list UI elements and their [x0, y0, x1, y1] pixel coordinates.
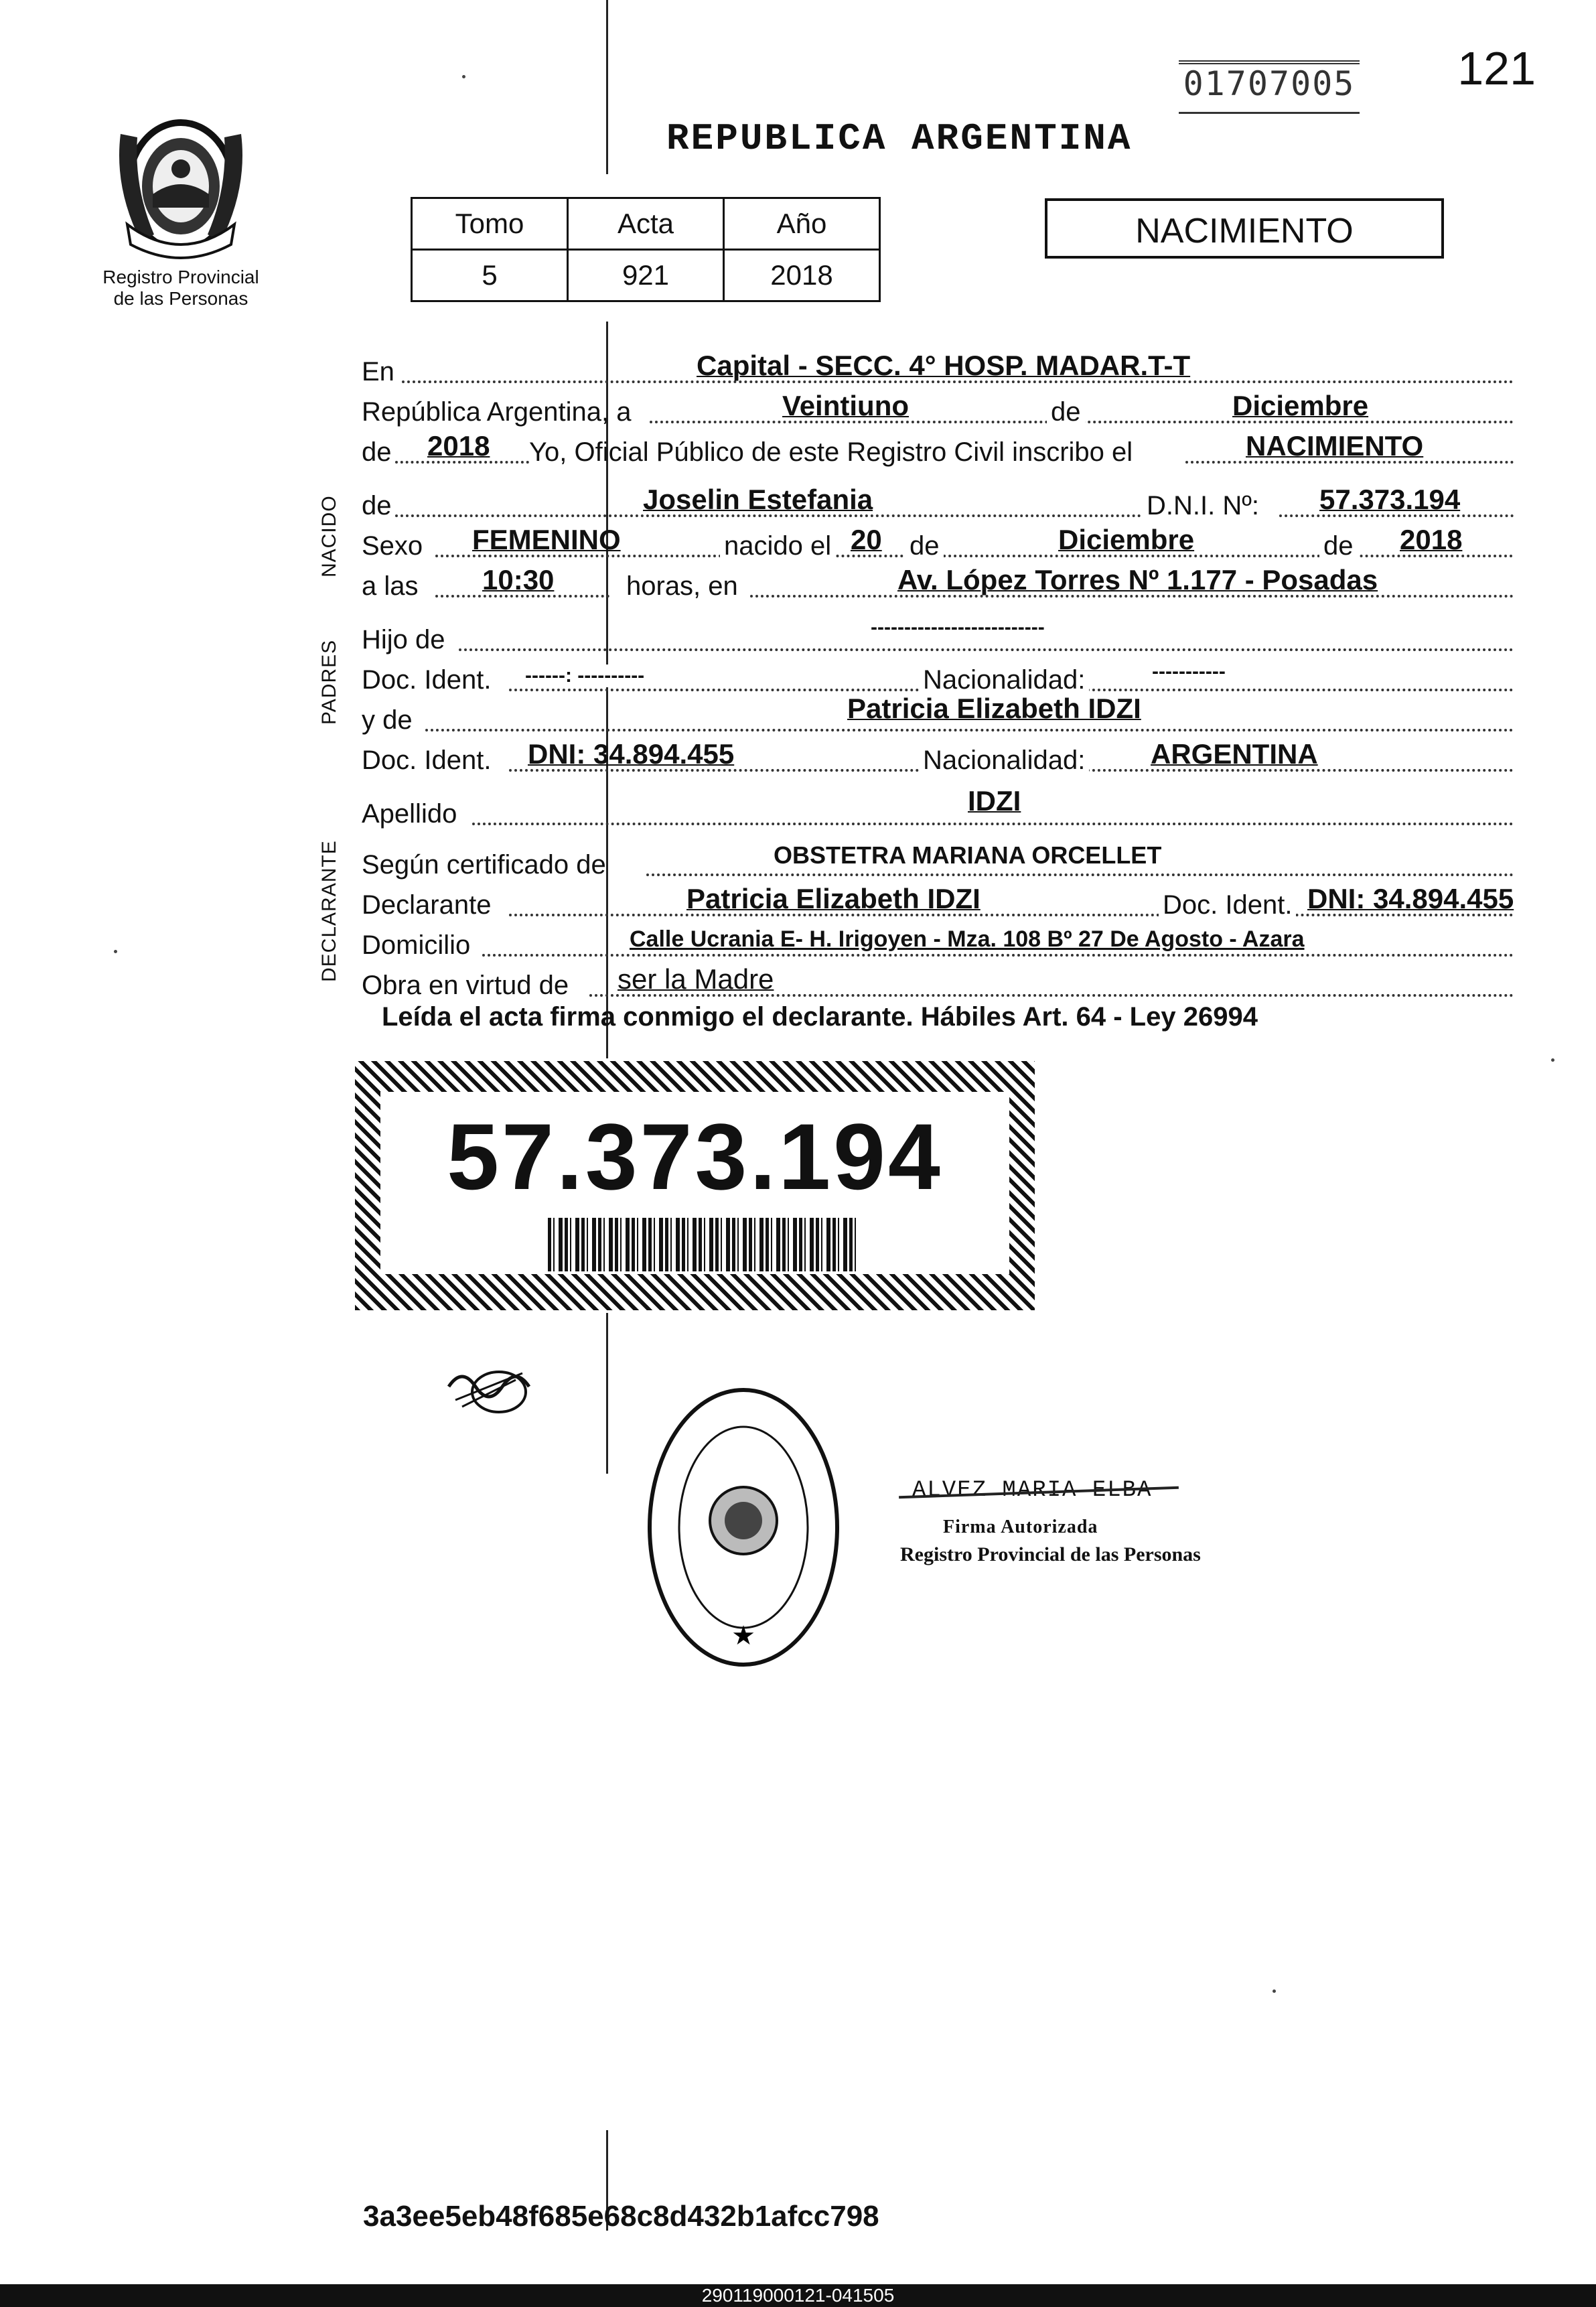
row-nombre: [362, 482, 1514, 522]
row-madre: [362, 693, 1514, 737]
label-doc2: Doc. Ident.: [362, 746, 492, 775]
label-sexo: Sexo: [362, 531, 423, 561]
logo-caption-line2: de las Personas: [113, 288, 248, 309]
header-acta: Acta: [568, 198, 724, 250]
label-yde: y de: [362, 705, 413, 735]
dotted-line: [646, 873, 1514, 876]
label-doc1: Doc. Ident.: [362, 665, 492, 695]
side-label-padres: PADRES: [318, 639, 340, 725]
label-apellido: Apellido: [362, 799, 457, 829]
row-hijo: [362, 616, 1514, 656]
dni-inner: [380, 1092, 1009, 1274]
label-alas: a las: [362, 571, 419, 601]
value-lugar: Av. López Torres Nº 1.177 - Posadas: [897, 564, 1378, 596]
side-label-nacido: NACIDO: [318, 495, 340, 577]
label-republica: República Argentina, a: [362, 397, 632, 427]
value-hijo: --------------------------: [871, 616, 1045, 638]
value-dia: Veintiuno: [782, 390, 909, 421]
label-dni: D.N.I. Nº:: [1143, 491, 1263, 521]
value-doc2: DNI: 34.894.455: [528, 738, 735, 770]
logo-caption: [67, 267, 295, 309]
value-apellido: IDZI: [968, 785, 1021, 817]
fold-line: [606, 1313, 608, 1474]
firma-autorizada: Firma Autorizada: [943, 1517, 1098, 1537]
label-de4: de: [905, 531, 944, 561]
dni-number: 57.373.194: [447, 1104, 943, 1209]
row-declarante: [362, 882, 1514, 922]
value-doc1: ------: ----------: [525, 665, 645, 687]
speck: [114, 950, 117, 953]
registry-table-header: [412, 198, 880, 250]
value-madre: Patricia Elizabeth IDZI: [847, 693, 1141, 724]
dotted-line: [459, 648, 1514, 651]
value-nac-mes: Diciembre: [1058, 524, 1195, 555]
dni-security-block: [355, 1061, 1035, 1310]
registry-table: [411, 197, 881, 302]
row-domicilio: [362, 922, 1514, 962]
value-nac-anio: 2018: [1400, 524, 1463, 555]
initials-signature: [442, 1360, 536, 1420]
dotted-line: [482, 954, 1514, 957]
label-nac1: Nacionalidad:: [919, 665, 1089, 695]
value-anio: 2018: [724, 250, 880, 301]
label-cert: Según certificado de: [362, 850, 606, 880]
barcode: [548, 1218, 856, 1271]
registro-provincial-label: Registro Provincial de las Personas: [900, 1543, 1201, 1565]
label-horas: horas, en: [626, 571, 738, 601]
value-nac1: -----------: [1152, 660, 1226, 683]
value-dni: 57.373.194: [1319, 484, 1461, 515]
label-decl-doc: Doc. Ident.: [1159, 890, 1296, 920]
side-label-declarante: DECLARANTE: [318, 840, 340, 982]
label-dom: Domicilio: [362, 930, 471, 960]
label-de2: de: [362, 437, 392, 467]
speck: [462, 75, 465, 78]
official-seal: [643, 1380, 844, 1675]
label-nacido: nacido el: [720, 531, 835, 561]
value-anio: 2018: [427, 430, 490, 462]
label-obra: Obra en virtud de: [362, 971, 569, 1000]
footer-code: 290119000121-041505: [0, 2284, 1596, 2307]
label-nac2: Nacionalidad:: [919, 746, 1089, 776]
value-decl: Patricia Elizabeth IDZI: [686, 883, 981, 914]
value-mes: Diciembre: [1232, 390, 1369, 421]
speck: [1551, 1058, 1554, 1062]
value-nac2: ARGENTINA: [1151, 738, 1318, 770]
row-republica: [362, 389, 1514, 429]
page-number: 121: [1457, 42, 1536, 94]
row-apellido: [362, 785, 1514, 831]
label-decl: Declarante: [362, 890, 492, 920]
header-tomo: Tomo: [412, 198, 568, 250]
value-obra: ser la Madre: [618, 963, 774, 995]
value-cert: OBSTETRA MARIANA ORCELLET: [774, 841, 1162, 869]
value-hora: 10:30: [482, 564, 555, 596]
dotted-line: [472, 823, 1514, 825]
row-obra: [362, 962, 1514, 1002]
row-sexo: [362, 522, 1514, 563]
row-anio: [362, 429, 1514, 469]
fold-line: [606, 0, 608, 174]
label-yo: Yo, Oficial Público de este Registro Civil inscribo el: [529, 437, 1133, 467]
row-certificado: [362, 841, 1514, 882]
label-hijo: Hijo de: [362, 625, 445, 654]
speck: [1273, 1989, 1276, 1993]
value-decl-doc: DNI: 34.894.455: [1307, 883, 1514, 914]
row-doc1: [362, 656, 1514, 697]
province-crest-logo: [100, 107, 261, 261]
signatory-name: ALVEZ MARIA ELBA: [912, 1478, 1153, 1503]
value-inscribo: NACIMIENTO: [1246, 430, 1424, 462]
value-nac-dia: 20: [851, 524, 882, 555]
row-hora: [362, 563, 1514, 603]
value-acta: 921: [568, 250, 724, 301]
dotted-line: [425, 729, 1514, 731]
label-en: En: [362, 357, 394, 387]
value-tomo: 5: [412, 250, 568, 301]
label-de3: de: [362, 491, 392, 520]
closing-text: Leída el acta firma conmigo el declarante. Hábiles Art. 64 - Ley 26994: [382, 1002, 1258, 1032]
logo-caption-line1: Registro Provincial: [102, 267, 259, 287]
value-nombre: Joselin Estefania: [643, 484, 873, 515]
registry-table-values: [412, 250, 880, 301]
svg-text:★: ★: [731, 1620, 755, 1651]
value-dom: Calle Ucrania E- H. Irigoyen - Mza. 108 Bº 27 De Agosto - Azara: [630, 926, 1305, 952]
value-en: Capital - SECC. 4° HOSP. MADAR.T-T: [697, 350, 1191, 381]
country-title: REPUBLICA ARGENTINA: [666, 117, 1133, 160]
header-anio: Año: [724, 198, 880, 250]
row-en: [362, 348, 1514, 389]
value-sexo: FEMENINO: [472, 524, 621, 555]
document-hash: 3a3ee5eb48f685e68c8d432b1afcc798: [363, 2200, 879, 2233]
label-de: de: [1047, 397, 1085, 427]
serial-number: 01707005: [1179, 64, 1360, 103]
row-doc2: [362, 737, 1514, 777]
act-type-box: NACIMIENTO: [1045, 198, 1444, 259]
label-de5: de: [1319, 531, 1358, 561]
